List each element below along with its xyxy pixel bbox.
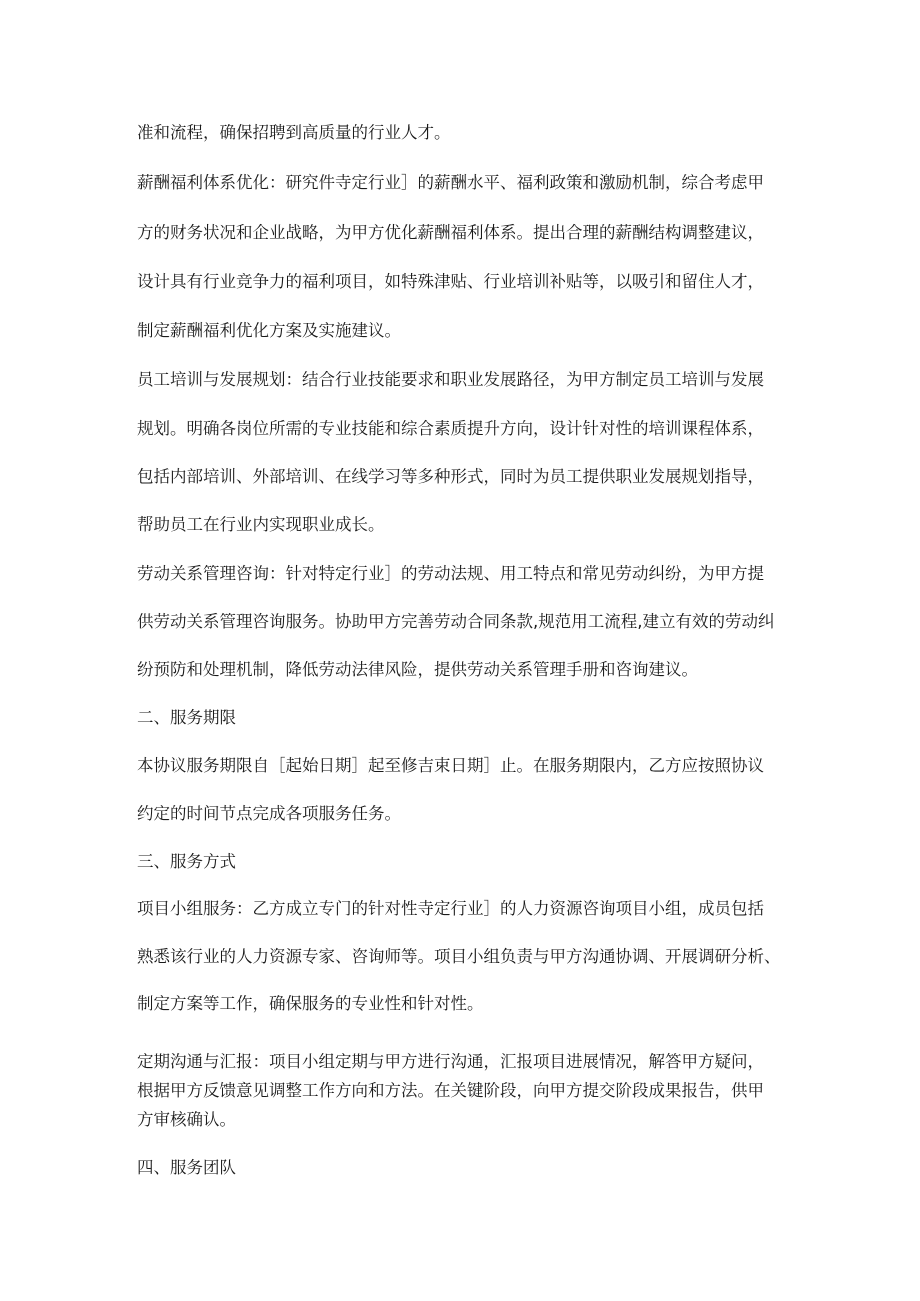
section-heading: 二、服务期限: [137, 708, 236, 727]
text-line: 约定的时间节点完成各项服务任务。: [137, 804, 401, 823]
text-line: 供劳动关系管理咨询服务。协助甲方完善劳动合同条款,规范用工流程,建立有效的劳动纠: [137, 612, 775, 631]
text-line: 劳动关系管理咨询：针对特定行业］的劳动法规、用工特点和常见劳动纠纷，为甲方提: [137, 564, 764, 583]
text-line: 薪酬福利体系优化：研究件寺定行业］的薪酬水平、福利政策和激励机制，综合考虑甲: [137, 173, 764, 192]
text-line: 规划。明确各岗位所需的专业技能和综合素质提升方向，设计针对性的培训课程体系，: [137, 419, 764, 438]
text-line: 熟悉该行业的人力资源专家、咨询师等。项目小组负责与甲方沟通协调、开展调研分析、: [137, 947, 781, 966]
text-line: 方的财务状况和企业战略，为甲方优化薪酬福利体系。提出合理的薪酬结构调整建议，: [137, 223, 764, 242]
text-line: 制定薪酬福利优化方案及实施建议。: [137, 321, 401, 340]
text-line: 纷预防和处理机制，降低劳动法律风险，提供劳动关系管理手册和咨询建议。: [137, 660, 698, 679]
text-line: 设计具有行业竞争力的福利项目，如特殊津贴、行业培训补贴等，以吸引和留住人才，: [137, 272, 764, 291]
text-line: 项目小组服务：乙方成立专门的针对性寺定行业］的人力资源咨询项目小组，成员包括: [137, 899, 764, 918]
text-line: 制定方案等工作，确保服务的专业性和针对性。: [137, 994, 484, 1013]
text-line: 员工培训与发展规划：结合行业技能要求和职业发展路径，为甲方制定员工培训与发展: [137, 370, 764, 389]
section-heading: 三、服务方式: [137, 852, 236, 871]
text-line: 帮助员工在行业内实现职业成长。: [137, 515, 385, 534]
text-line: 根据甲方反馈意见调整工作方向和方法。在关键阶段，向甲方提交阶段成果报告，供甲: [137, 1081, 764, 1100]
text-line: 定期沟通与汇报：项目小组定期与甲方进行沟通，汇报项目进展情况，解答甲方疑问，: [137, 1052, 764, 1071]
text-line: 包括内部培训、外部培训、在线学习等多种形式，同时为员工提供职业发展规划指导，: [137, 467, 764, 486]
section-heading: 四、服务团队: [137, 1158, 236, 1177]
text-line: 方审核确认。: [137, 1110, 236, 1129]
text-line: 准和流程，确保招聘到高质量的行业人才。: [137, 123, 451, 142]
text-line: 本协议服务期限自［起始日期］起至修吉束日期］止。在服务期限内，乙方应按照协议: [137, 756, 764, 775]
